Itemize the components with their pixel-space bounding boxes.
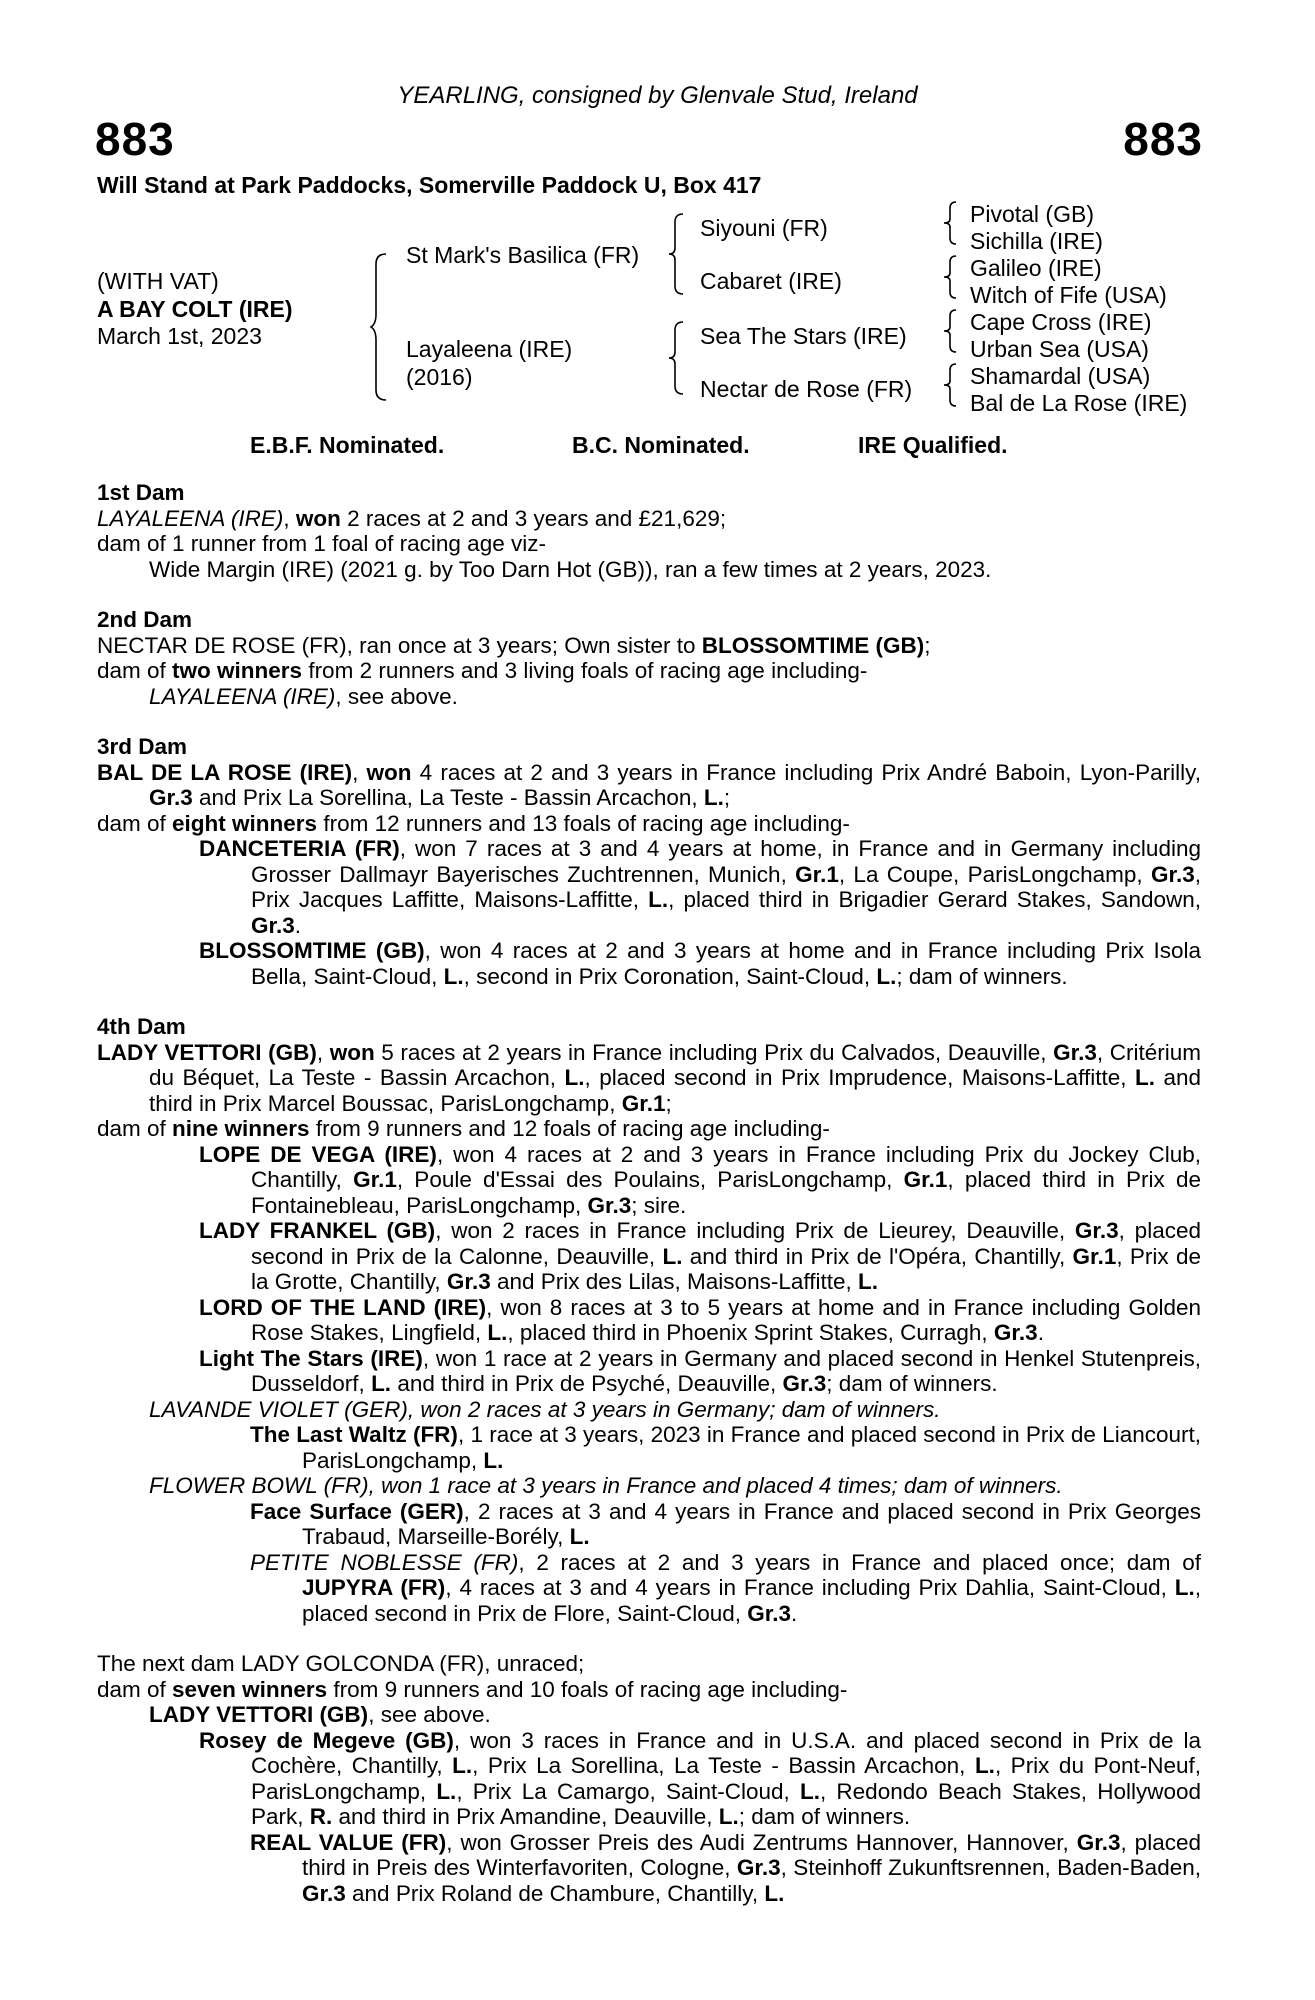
text: dam of <box>97 658 173 683</box>
offspring-name: BLOSSOMTIME (GB) <box>199 938 425 963</box>
grade: L. <box>371 1371 392 1396</box>
grade: L. <box>974 1753 995 1778</box>
vat-note: (WITH VAT) <box>97 268 219 294</box>
text: 5 races at 2 years in France including Prix du Calvados, Deauville, <box>374 1039 1054 1065</box>
pedigree-brace-g3 <box>942 308 958 354</box>
first-dam-line: LAYALEENA (IRE), won 2 races at 2 and 3 years and £21,629; <box>97 505 727 531</box>
text: from 9 runners and 10 foals of racing age including- <box>327 1676 848 1702</box>
text: , Steinhoff Zukunftsrennen, Baden-Baden, <box>780 1855 1201 1880</box>
grade: L. <box>718 1804 739 1829</box>
third-dam-record: BAL DE LA ROSE (IRE), won 4 races at 2 and 3 years in France including Prix André Baboin, Lyon-Parilly, Gr.3 and Prix La Sorellina, La Teste - Bassin Arcachon, L.; <box>97 759 1201 810</box>
grade: Gr.3 <box>302 1880 346 1906</box>
text: , Poule d'Essai des Poulains, ParisLongchamp, <box>396 1167 904 1192</box>
grade: L. <box>799 1778 820 1804</box>
grade: L. <box>483 1447 504 1473</box>
race-record: 2 races at 2 and 3 years and £21,629; <box>340 505 727 531</box>
text: , placed third in Brigadier Gerard Stakes, Sandown, <box>668 887 1202 912</box>
grand-offspring <box>97 1499 1201 1550</box>
sister-name: BLOSSOMTIME (GB) <box>701 632 925 658</box>
text: , placed third in Preis des Winterfavoriten, Cologne, <box>302 1829 1201 1880</box>
lot-number-left: 883 <box>95 113 175 165</box>
text: , Prix du Pont-Neuf, ParisLongchamp, <box>251 1753 1202 1804</box>
grand-offspring <box>97 1550 1201 1627</box>
text: , 2 races at 2 and 3 years in France and placed once; dam of <box>518 1549 1201 1575</box>
pedigree-g5: Cape Cross (IRE) <box>970 309 1152 335</box>
pedigree-g2: Sichilla (IRE) <box>970 228 1103 254</box>
text: , won 3 races in France and in U.S.A. and placed second in Prix de la Cochère, Chantilly, <box>251 1727 1201 1778</box>
foal-name: LAYALEENA (IRE) <box>149 683 336 709</box>
text: and Prix La Sorellina, La Teste - Bassin Arcachon, <box>192 785 704 810</box>
text: ; <box>723 785 731 810</box>
text: , Prix La Camargo, Saint-Cloud, <box>456 1778 800 1804</box>
winners-count: nine winners <box>172 1116 310 1141</box>
text: dam of <box>97 1116 173 1141</box>
grade: L. <box>662 1243 683 1269</box>
grade: L. <box>1134 1065 1155 1090</box>
offspring-name: LADY FRANKEL (GB) <box>199 1218 436 1243</box>
text: , 1 race at 3 years, 2023 in France and placed second in Prix de Liancourt, ParisLongchamp, <box>302 1422 1201 1473</box>
grade: Gr.1 <box>1072 1243 1117 1269</box>
offspring-name: Light The Stars (IRE) <box>199 1345 423 1371</box>
dam-name: LADY VETTORI (GB) <box>97 1039 317 1065</box>
text: , placed second in Prix de la Calonne, Deauville, <box>251 1218 1201 1269</box>
pedigree-dam-sire: Sea The Stars (IRE) <box>700 323 907 349</box>
text: ; <box>924 632 931 658</box>
grade: Gr.3 <box>1076 1829 1121 1855</box>
text: ; dam of winners. <box>826 1371 998 1396</box>
text: , won 4 races at 2 and 3 years at home and in France including Prix Isola Bella, Saint-Cloud, <box>251 938 1201 989</box>
pedigree-sire-sire: Siyouni (FR) <box>700 215 828 241</box>
fourth-dam-offspring <box>97 1346 1201 1397</box>
pedigree-notes <box>97 480 1201 1906</box>
second-dam-line <box>97 633 1201 659</box>
grade: L. <box>764 1880 785 1906</box>
offspring-name: LORD OF THE LAND (IRE) <box>199 1294 487 1320</box>
text: , Prix de la Grotte, Chantilly, <box>251 1243 1201 1294</box>
text: , Redondo Beach Stakes, Hollywood Park, <box>251 1778 1201 1829</box>
text: and third in Prix de l'Opéra, Chantilly, <box>682 1243 1073 1269</box>
grade: L. <box>443 963 464 989</box>
grade: Gr.1 <box>903 1167 948 1192</box>
text: , won 2 races in France including Prix de Lieurey, Deauville, <box>435 1218 1075 1243</box>
text: , won 4 races at 2 and 3 years in France including Prix du Jockey Club, Chantilly, <box>251 1141 1201 1192</box>
grade: Gr.3 <box>149 785 193 810</box>
pedigree-g1: Pivotal (GB) <box>970 201 1094 227</box>
text: and Prix Roland de Chambure, Chantilly, <box>345 1880 765 1906</box>
first-dam-produce: dam of 1 runner from 1 foal of racing age viz- <box>97 531 546 556</box>
won-label: won <box>329 1039 375 1065</box>
second-dam-foal <box>97 684 1201 710</box>
text: , Prix Jacques Laffitte, Maisons-Laffitte, <box>251 861 1201 912</box>
grade: Gr.3 <box>1074 1218 1119 1243</box>
pedigree-g7: Shamardal (USA) <box>970 363 1151 389</box>
grade: Gr.3 <box>587 1192 632 1218</box>
won-label: won <box>295 505 341 531</box>
text: , see above. <box>368 1702 491 1727</box>
grade: Gr.3 <box>446 1269 491 1294</box>
grade: L. <box>569 1524 590 1549</box>
horse-name: A BAY COLT (IRE) <box>97 296 293 322</box>
text: ; <box>665 1090 672 1116</box>
fourth-dam-offspring <box>97 1218 1201 1295</box>
grade: L. <box>876 963 897 989</box>
winners-count: two winners <box>172 658 303 683</box>
text: , 4 races at 3 and 4 years in France including Prix Dahlia, Saint-Cloud, <box>445 1575 1175 1600</box>
foaling-date: March 1st, 2023 <box>97 323 262 349</box>
winners-count: eight winners <box>172 810 318 836</box>
dam-name: BAL DE LA ROSE (IRE) <box>97 759 353 785</box>
pedigree-sire-dam: Cabaret (IRE) <box>700 268 842 294</box>
second-dam-title: 2nd Dam <box>97 607 193 632</box>
text: NECTAR DE ROSE (FR), ran once at 3 years; Own sister to <box>97 632 702 658</box>
grade: Gr.1 <box>353 1167 397 1192</box>
grade: L. <box>487 1320 508 1345</box>
grade: L. <box>857 1269 878 1294</box>
text: and Prix des Lilas, Maisons-Laffitte, <box>490 1269 858 1294</box>
stable-location: Will Stand at Park Paddocks, Somerville Paddock U, Box 417 <box>97 172 762 198</box>
offspring-name: The Last Waltz (FR) <box>250 1422 458 1447</box>
first-dam-title: 1st Dam <box>97 480 185 505</box>
grade: L. <box>703 785 724 810</box>
ire-qualified: IRE Qualified. <box>858 432 1008 458</box>
text: , see above. <box>335 683 458 709</box>
winners-count: seven winners <box>172 1676 328 1702</box>
grade: Gr.3 <box>1150 861 1195 887</box>
pedigree-g8: Bal de La Rose (IRE) <box>970 390 1188 416</box>
third-dam-offspring <box>97 836 1201 938</box>
fourth-dam-offspring: LAVANDE VIOLET (GER), won 2 races at 3 years in Germany; dam of winners. <box>149 1396 941 1422</box>
grade: R. <box>309 1804 333 1829</box>
text: , Prix La Sorellina, La Teste - Bassin Arcachon, <box>472 1753 975 1778</box>
offspring-name: DANCETERIA (FR) <box>199 836 400 861</box>
grand-offspring <box>97 1830 1201 1907</box>
offspring-name: LOPE DE VEGA (IRE) <box>199 1141 437 1167</box>
text: from 2 runners and 3 living foals of racing age including- <box>302 658 868 683</box>
pedigree-g3: Galileo (IRE) <box>970 255 1102 281</box>
pedigree-brace-main <box>370 252 390 402</box>
pedigree-dam-dam: Nectar de Rose (FR) <box>700 376 913 402</box>
pedigree-g4: Witch of Fife (USA) <box>970 282 1167 308</box>
grade: L. <box>1174 1575 1195 1600</box>
text: from 12 runners and 13 foals of racing age including- <box>317 810 850 836</box>
offspring-name: Face Surface (GER) <box>250 1498 464 1524</box>
offspring-name: JUPYRA (FR) <box>302 1575 446 1600</box>
pedigree-brace-g1 <box>942 200 958 246</box>
second-dam-produce <box>97 658 1201 684</box>
text: , won 8 races at 3 to 5 years at home and in France including Golden Rose Stakes, Lingfield, <box>251 1294 1201 1345</box>
pedigree-g6: Urban Sea (USA) <box>970 336 1149 362</box>
lot-number-right: 883 <box>1123 113 1203 165</box>
first-dam-foal: Wide Margin (IRE) (2021 g. by Too Darn Hot (GB)), ran a few times at 2 years, 2023. <box>149 556 992 582</box>
next-dam-offspring <box>97 1728 1201 1830</box>
offspring-name: Rosey de Megeve (GB) <box>199 1727 454 1753</box>
grade: Gr.3 <box>993 1320 1038 1345</box>
text: 4 races at 2 and 3 years in France including Prix André Baboin, Lyon-Parilly, <box>411 759 1201 785</box>
fourth-dam-produce <box>97 1116 1201 1142</box>
text: , second in Prix Coronation, Saint-Cloud, <box>463 963 877 989</box>
text: and third in Prix Amandine, Deauville, <box>332 1804 719 1829</box>
text: from 9 runners and 12 foals of racing age including- <box>309 1116 830 1141</box>
text: and third in Prix de Psyché, Deauville, <box>391 1371 783 1396</box>
text: dam of <box>97 1676 173 1702</box>
grade: L. <box>564 1065 585 1090</box>
text: and third in Prix Marcel Boussac, ParisLongchamp, <box>149 1065 1202 1116</box>
fourth-dam-offspring <box>97 1295 1201 1346</box>
text: , La Coupe, ParisLongchamp, <box>838 861 1151 887</box>
text: , placed third in Phoenix Sprint Stakes, Curragh, <box>507 1320 994 1345</box>
text: , won 7 races at 3 and 4 years at home, in France and in Germany including Grosser Dallmayr Bayerisches Zuchtrennen, Munich, <box>251 836 1201 887</box>
next-dam-produce <box>97 1677 1201 1703</box>
text: , placed second in Prix Imprudence, Maisons-Laffitte, <box>584 1065 1135 1090</box>
fourth-dam-offspring: FLOWER BOWL (FR), won 1 race at 3 years in France and placed 4 times; dam of winners. <box>149 1473 1063 1498</box>
text: ; dam of winners. <box>738 1804 911 1829</box>
offspring-name: LADY VETTORI (GB) <box>149 1702 369 1727</box>
third-dam-produce <box>97 811 1201 837</box>
grade: Gr.1 <box>621 1090 666 1116</box>
grade: Gr.3 <box>251 912 295 938</box>
pedigree-sire: St Mark's Basilica (FR) <box>406 242 640 268</box>
next-dam-line: The next dam LADY GOLCONDA (FR), unraced; <box>97 1651 585 1676</box>
text: , 2 races at 3 and 4 years in France and placed second in Prix Georges Trabaud, Marseille-Borély, <box>302 1498 1201 1549</box>
fourth-dam-title: 4th Dam <box>97 1014 186 1039</box>
text: , won Grosser Preis des Audi Zentrums Hannover, Hannover, <box>446 1829 1077 1855</box>
grade: L. <box>648 887 669 912</box>
ebf-nomination: E.B.F. Nominated. <box>250 432 445 458</box>
pedigree-brace-g2 <box>942 254 958 300</box>
offspring-name: REAL VALUE (FR) <box>250 1829 447 1855</box>
grade: Gr.3 <box>1053 1039 1097 1065</box>
pedigree-brace-dam <box>667 320 687 396</box>
grade: L. <box>452 1753 473 1778</box>
grade: L. <box>436 1778 457 1804</box>
bc-nomination: B.C. Nominated. <box>572 432 750 458</box>
fourth-dam-record: LADY VETTORI (GB), won 5 races at 2 years in France including Prix du Calvados, Deauville, Gr.3, Critérium du Béquet, La Teste - Bassin Arcachon, L., placed second in Prix Imprudence, Maisons-Laffitte, L. and third in Prix Marcel Boussac, ParisLongchamp, Gr.1; <box>97 1039 1202 1116</box>
text: ; sire. <box>631 1192 687 1218</box>
third-dam-offspring <box>97 938 1201 989</box>
text: dam of <box>97 810 173 836</box>
pedigree-dam: Layaleena (IRE) <box>406 336 573 362</box>
text: , placed third in Prix de Fontainebleau, ParisLongchamp, <box>251 1167 1201 1218</box>
text: , placed second in Prix de Flore, Saint-Cloud, <box>302 1575 1202 1626</box>
grade: Gr.1 <box>795 861 839 887</box>
fourth-dam-offspring <box>97 1142 1201 1219</box>
text: , Critérium du Béquet, La Teste - Bassin Arcachon, <box>149 1039 1201 1090</box>
pedigree-brace-g4 <box>942 362 958 408</box>
dam-name: LAYALEENA (IRE) <box>97 505 284 531</box>
text: ; dam of winners. <box>896 963 1068 989</box>
text: . <box>1037 1320 1044 1345</box>
pedigree-dam-year: (2016) <box>406 364 473 390</box>
grade: Gr.3 <box>736 1855 781 1880</box>
text: . <box>791 1600 798 1626</box>
next-dam-offspring <box>97 1702 1201 1728</box>
text: . <box>294 912 302 938</box>
third-dam-title: 3rd Dam <box>97 734 188 759</box>
consignment-line: YEARLING, consigned by Glenvale Stud, Ireland <box>397 82 918 109</box>
offspring-name: PETITE NOBLESSE (FR) <box>250 1549 519 1575</box>
grade: Gr.3 <box>782 1371 827 1396</box>
pedigree-brace-sire <box>667 212 687 296</box>
grand-offspring <box>97 1422 1201 1473</box>
text: , won 1 race at 2 years in Germany and placed second in Henkel Stutenpreis, Dusseldorf, <box>251 1345 1201 1396</box>
grade: Gr.3 <box>747 1600 792 1626</box>
won-label: won <box>366 759 412 785</box>
